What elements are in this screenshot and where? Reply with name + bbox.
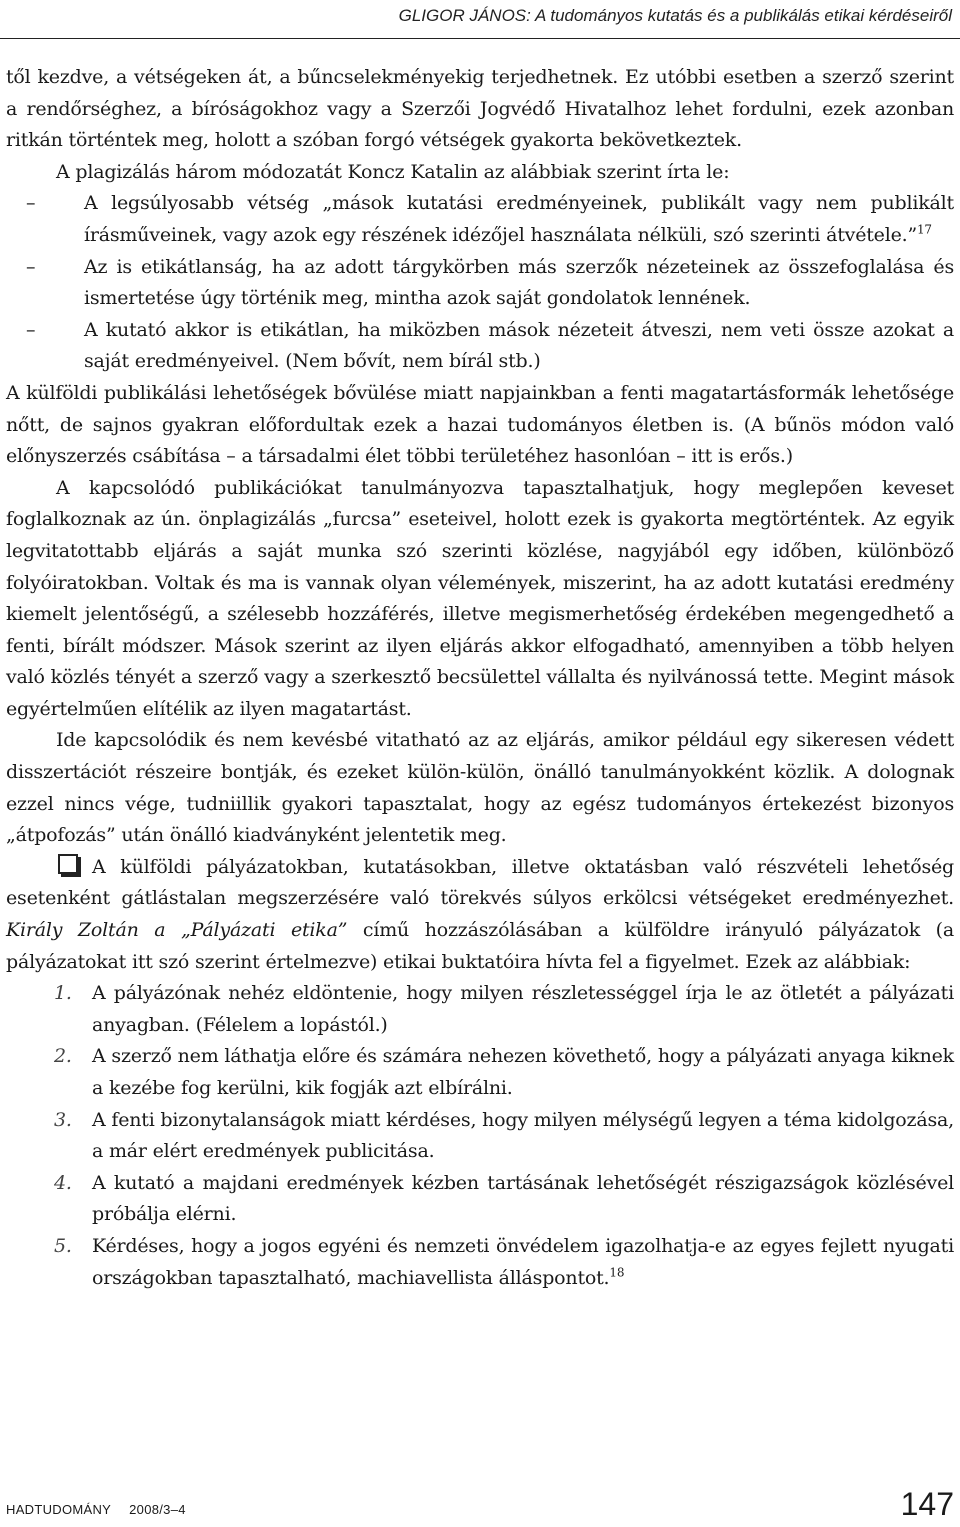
journal-issue: 2008/3–4 (129, 1502, 186, 1517)
page-number: 147 (900, 1486, 954, 1522)
dash-item (6, 252, 954, 315)
footnote-ref: 17 (917, 222, 932, 237)
paragraph-3: A külföldi publikálási lehetőségek bővülése miatt napjainkban a fenti magatartásformák lehetősége nőtt, de sajnos gyakran előfordultak ezek a hazai tudományos életben is. (A bűnös módon való előnyszerzés csábítása – a társadalmi élet többi területéhez hasonlóan – itt is erős.) (6, 381, 954, 468)
paragraph-4: A kapcsolódó publikációkat tanulmányozva tapasztalhatjuk, hogy meglepően keveset foglalkoznak az ún. önplagizálás „furcsa” eseteivel, holott ezek is gyakorta megtörténtek. Az egyik legvitatottabb eljárás a saját munka szó szerinti közlése, nagyjából egy időben, különböző folyóiratokban. Voltak és ma is vannak olyan vélemények, miszerint, ha az adott kutatási eredmény kiemelt jelentőségű, a szélesebb hozzáférés, illetve megismerhetőség érdekében megengedhető a fenti, bírált módszer. Mások szerint az ilyen eljárás akkor elfogadható, amennyiben a több helyen való közlés tényét a szerző vagy a szerkesztő becsülettel vállalta és nyilvánossá tette. Megint mások egyértelműen elítélik az ilyen magatartást. (6, 476, 954, 720)
item-number: 2. (54, 1045, 72, 1068)
item-number: 5. (54, 1234, 72, 1257)
paragraph-2: A plagizálás három módozatát Koncz Katalin az alábbiak szerint írta le: (56, 160, 730, 183)
footnote-ref: 18 (609, 1265, 625, 1280)
paragraph-1: től kezdve, a vétségeken át, a bűncselekményekig terjedhetnek. Ez utóbbi esetben a szerző szerint a rendőrséghez, a bíróságokhoz vagy a Szerzői Jogvédő Hivatalhoz lehet fordulni, ezek azonban ritkán történtek meg, holott a szóban forgó vétségek gyakorta bekövetkeztek. (6, 66, 954, 152)
numbered-item (6, 1231, 954, 1294)
dash-marker: – (26, 192, 36, 215)
paragraph-5: Ide kapcsolódik és nem kevésbé vitatható az az eljárás, amikor például egy sikeresen védett disszertációt részeire bontják, és ezeket külön-külön, önálló tanulmányokként közlik. A dolognak ezzel nincs vége, tudniillik gyakori tapasztalat, hogy az egész tudományos értekezést bizonyos „átpofozás” után önálló kiadványként jelentetik meg. (6, 729, 954, 847)
dash-item-text: A kutató akkor is etikátlan, ha miközben mások nézeteit átveszi, nem veti össze azokat a saját eredményeivel. (Nem bővít, nem bírál stb.) (84, 318, 954, 373)
dash-item-text: A legsúlyosabb vétség „mások kutatási eredményeinek, publikált vagy nem publikált írásműveinek, vagy azok egy részének idézőjel használata nélküli, szó szerinti átvétele.” (84, 192, 954, 246)
numbered-item (6, 1168, 954, 1231)
cited-work: Király Zoltán a „Pályázati etika” (6, 919, 348, 942)
item-number: 3. (54, 1108, 72, 1131)
paragraph-6 (6, 852, 954, 978)
numbered-item (6, 978, 954, 1041)
item-number: 4. (54, 1171, 72, 1194)
numbered-item-text: Kérdéses, hogy a jogos egyéni és nemzeti önvédelem igazolhatja-e az egyes fejlett nyugati országokban tapasztalható, machiavellista álláspontot. (92, 1234, 954, 1289)
numbered-item-text: A szerző nem láthatja előre és számára nehezen követhető, hogy a pályázati anyaga kiknek a kezébe fog kerülni, kik fogják azt elbírálni. (92, 1045, 954, 1099)
numbered-item (6, 1041, 954, 1104)
dash-item (6, 315, 954, 378)
numbered-item (6, 1105, 954, 1168)
plagiarism-list (6, 188, 954, 378)
journal-name: HADTUDOMÁNY (6, 1502, 112, 1517)
pitfalls-list (6, 978, 954, 1294)
dash-item-text: Az is etikátlanság, ha az adott tárgykörben más szerzők nézeteinek az összefoglalása és ismertetése úgy történik meg, mintha azok saját gondolatok lennének. (84, 255, 954, 310)
paragraph-6-after: című hozzászólásában a külföldre irányuló pályázatok (a pályázatokat itt szó szerint értelmezve) etikai buktatóira hívta fel a figyelmet. Ezek az alábbiak: (6, 919, 954, 973)
numbered-item-text: A fenti bizonytalanságok miatt kérdéses, hogy milyen mélységű legyen a téma kidolgozása, a már elért eredmények publicitása. (92, 1108, 954, 1163)
numbered-item-text: A kutató a majdani eredmények kézben tartásának lehetőségét részigazságok közlésével próbálja elérni. (92, 1171, 954, 1226)
article-body (6, 62, 954, 1294)
dash-marker: – (26, 318, 36, 341)
running-header: GLIGOR JÁNOS: A tudományos kutatás és a publikálás etikai kérdéseiről (398, 6, 952, 25)
dash-marker: – (26, 255, 36, 278)
numbered-item-text: A pályázónak nehéz eldöntenie, hogy milyen részletességgel írja le az ötletét a pályázati anyagban. (Félelem a lopástól.) (92, 982, 954, 1036)
paragraph-6-before: A külföldi pályázatokban, kutatásokban, illetve oktatásban való részvételi lehetőség esetenként gátlástalan megszerzésére való törekvés súlyos erkölcsi vétségeket eredményezhet. (6, 855, 954, 910)
item-number: 1. (54, 982, 72, 1005)
dash-item (6, 188, 954, 251)
journal-info (6, 1502, 186, 1517)
header-rule (0, 38, 960, 39)
checkbox-square-icon (58, 854, 78, 874)
